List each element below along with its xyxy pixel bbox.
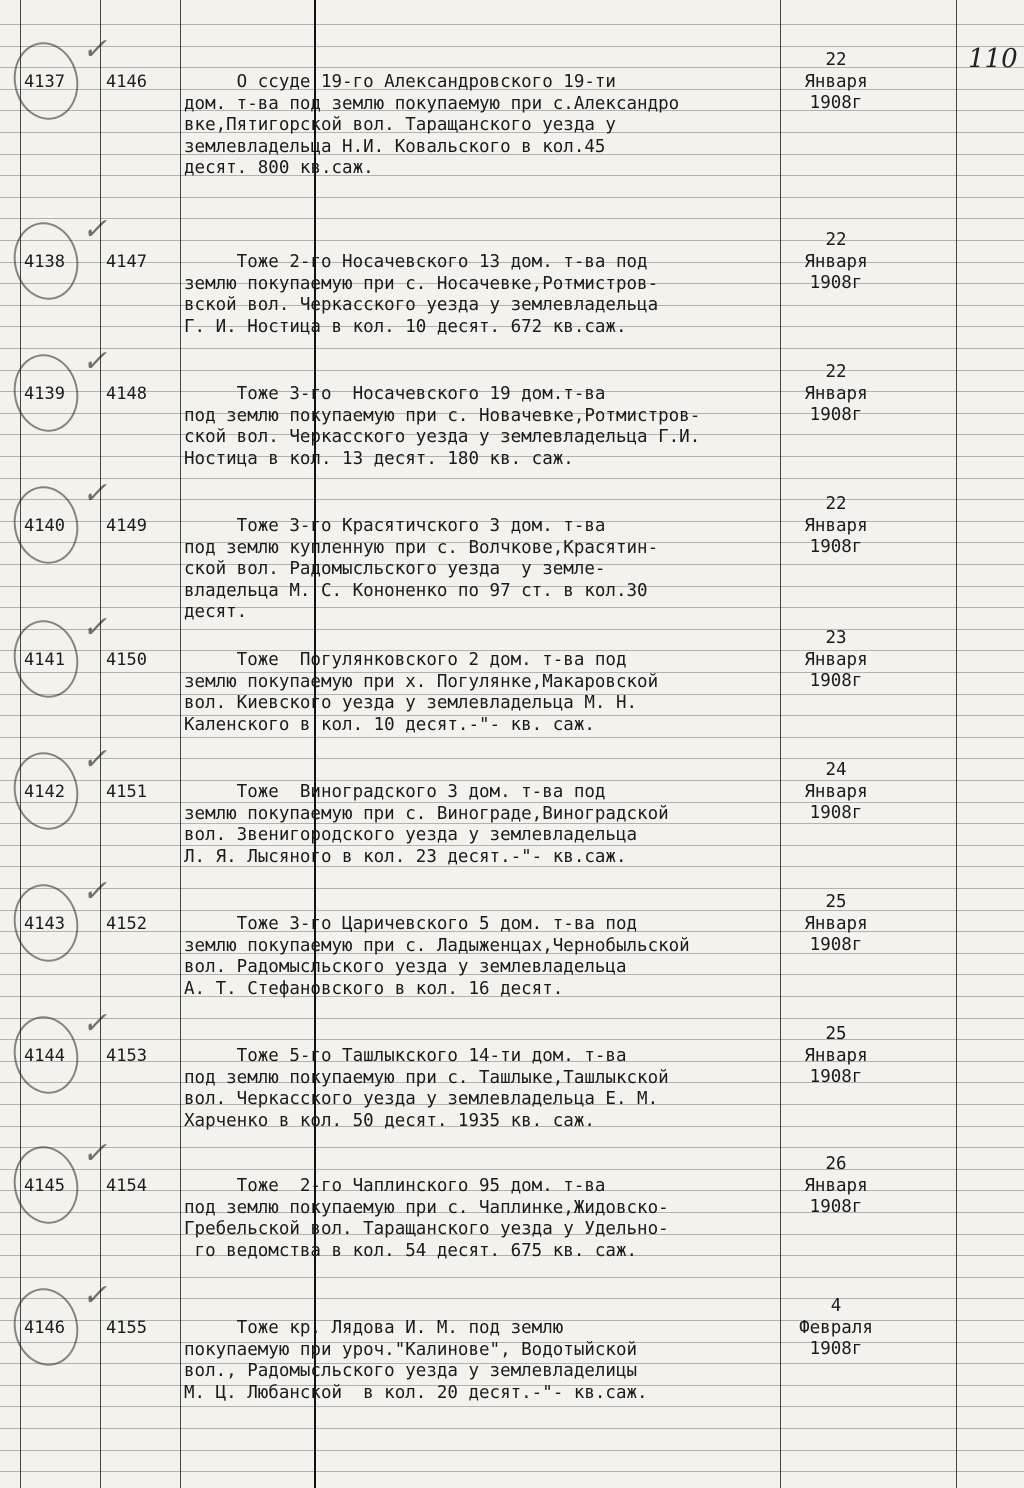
ruled-line [0, 46, 1024, 47]
entry-description [184, 252, 784, 338]
ruled-line [0, 1450, 1024, 1451]
description-line: землю покупаемую при с. Носачевке,Ротмистров- [184, 273, 659, 294]
ruled-line [0, 737, 1024, 738]
ruled-line [0, 888, 1024, 889]
entry-number: 4141 [24, 650, 65, 670]
description-line: под землю покупаемую при с. Ташлыке,Ташлыкской [184, 1067, 669, 1088]
column-line-3 [780, 0, 781, 1488]
description-line: Тоже кр. Лядова И. М. под землю [184, 1318, 564, 1338]
description-line: вол. Радомысльского уезда у землевладельца [184, 957, 627, 977]
description-line: вке,Пятигорской вол. Таращанского уезда у [184, 115, 616, 135]
handwritten-check-mark: ✓ [82, 874, 108, 909]
date-year: 1908г [809, 93, 863, 113]
ruled-line [0, 758, 1024, 759]
entry-description [184, 72, 784, 180]
description-line: вол. Звенигородского уезда у землевладельца [184, 825, 638, 845]
date-day: 22 [825, 362, 847, 382]
file-number: 4152 [106, 914, 147, 934]
description-line: Тоже 2-го Чаплинского 95 дом. т-ва [184, 1176, 606, 1196]
date-year: 1908г [809, 803, 863, 823]
entry-description [184, 384, 784, 470]
handwritten-check-mark: ✓ [82, 344, 108, 379]
entry-description [184, 782, 784, 868]
ruled-line [0, 1147, 1024, 1148]
date-year: 1908г [809, 405, 863, 425]
date-month: Января [804, 251, 868, 272]
date-month: Января [804, 913, 868, 934]
description-line: О ссуде 19-го Александровского 19-ти [184, 72, 616, 92]
ruled-line [0, 1428, 1024, 1429]
date-year: 1908г [809, 1197, 863, 1217]
description-line: Тоже Виноградского 3 дом. т-ва под [184, 782, 606, 802]
column-line-4 [956, 0, 957, 1488]
column-line-2 [180, 0, 181, 1488]
entry-number: 4144 [24, 1046, 65, 1066]
description-line: владельца М. С. Кононенко по 97 ст. в кол.30 [184, 580, 648, 601]
description-line: Л. Я. Лысяного в кол. 23 десят.-"- кв.саж. [184, 846, 627, 867]
entry-number: 4146 [24, 1318, 65, 1338]
file-number: 4149 [106, 516, 147, 536]
description-line: землю покупаемую при х. Погулянке,Макаровской [184, 671, 659, 692]
entry-date [788, 1024, 884, 1089]
date-year: 1908г [809, 537, 863, 557]
date-day: 23 [825, 628, 847, 648]
description-line: покупаемую при уроч."Калинове", Водотыйской [184, 1339, 638, 1360]
description-line: Ностица в кол. 13 десят. 180 кв. саж. [184, 448, 574, 469]
description-line: десят. 800 кв.саж. [184, 158, 374, 178]
description-line: го ведомства в кол. 54 десят. 675 кв. саж. [184, 1240, 638, 1261]
date-month: Января [804, 515, 868, 536]
file-number: 4154 [106, 1176, 147, 1196]
date-month: Февраля [799, 1317, 873, 1338]
date-day: 22 [825, 50, 847, 70]
file-number: 4146 [106, 72, 147, 92]
date-month: Января [804, 781, 868, 802]
date-year: 1908г [809, 1067, 863, 1087]
description-line: под землю купленную при с. Волчкове,Красятин- [184, 537, 659, 558]
ruled-line [0, 218, 1024, 219]
ruled-line [0, 478, 1024, 479]
description-line: Тоже 2-го Носачевского 13 дом. т-ва под [184, 252, 648, 272]
ruled-line [0, 24, 1024, 25]
description-line: Тоже Погулянковского 2 дом. т-ва под [184, 650, 627, 670]
description-line: ской вол. Радомысльского уезда у землe- [184, 559, 606, 579]
date-year: 1908г [809, 273, 863, 293]
description-line: М. Ц. Любанской в кол. 20 десят.-"- кв.саж. [184, 1382, 648, 1403]
description-line: Г. И. Ностица в кол. 10 десят. 672 кв.саж. [184, 316, 627, 337]
handwritten-check-mark: ✓ [82, 1278, 108, 1313]
entry-number: 4137 [24, 72, 65, 92]
description-line: Тоже 3-го Носачевского 19 дом.т-ва [184, 384, 606, 404]
ruled-line [0, 348, 1024, 349]
entry-description [184, 1046, 784, 1132]
date-day: 26 [825, 1154, 847, 1174]
entry-description [184, 516, 784, 624]
date-month: Января [804, 1045, 868, 1066]
date-day: 25 [825, 1024, 847, 1044]
handwritten-check-mark: ✓ [82, 610, 108, 645]
entry-date [788, 628, 884, 693]
description-line: А. Т. Стефановского в кол. 16 десят. [184, 978, 564, 999]
description-line: Харченко в кол. 50 десят. 1935 кв. саж. [184, 1110, 595, 1131]
entry-description [184, 1318, 784, 1404]
description-line: десят. [184, 602, 248, 622]
date-month: Января [804, 649, 868, 670]
date-month: Января [804, 383, 868, 404]
ruled-line [0, 1018, 1024, 1019]
description-line: ской вол. Черкасского уезда у землевладельца Г.И. [184, 427, 701, 447]
file-number: 4147 [106, 252, 147, 272]
date-month: Января [804, 71, 868, 92]
date-day: 22 [825, 494, 847, 514]
file-number: 4155 [106, 1318, 147, 1338]
date-day: 22 [825, 230, 847, 250]
description-line: землю покупаемую при с. Ладыженцах,Чернобыльской [184, 935, 690, 956]
description-line: землевладельца Н.И. Ковальского в кол.45 [184, 136, 606, 157]
date-month: Января [804, 1175, 868, 1196]
ruled-line [0, 197, 1024, 198]
handwritten-check-mark: ✓ [82, 1006, 108, 1041]
description-line: Тоже 3-го Красятичского 3 дом. т-ва [184, 516, 606, 536]
description-line: землю покупаемую при с. Винограде,Виноградской [184, 803, 669, 824]
ruled-line [0, 1406, 1024, 1407]
entry-date [788, 494, 884, 559]
description-line: Гребельской вол. Таращанского уезда у Удельно- [184, 1219, 669, 1239]
description-line: вол. Черкасского уезда у землевладельца Е. М. [184, 1089, 659, 1109]
file-number: 4151 [106, 782, 147, 802]
description-line: дом. т-ва под землю покупаемую при с.Александро [184, 93, 680, 114]
date-day: 4 [830, 1296, 842, 1316]
entry-number: 4143 [24, 914, 65, 934]
entry-date [788, 50, 884, 115]
handwritten-check-mark: ✓ [82, 742, 108, 777]
ruled-line [0, 1471, 1024, 1472]
file-number: 4153 [106, 1046, 147, 1066]
entry-date [788, 362, 884, 427]
entry-date [788, 892, 884, 957]
fold-line [314, 0, 316, 1488]
entry-description [184, 650, 784, 736]
entry-number: 4145 [24, 1176, 65, 1196]
date-year: 1908г [809, 671, 863, 691]
entry-number: 4140 [24, 516, 65, 536]
entry-number: 4142 [24, 782, 65, 802]
date-year: 1908г [809, 935, 863, 955]
description-line: вской вол. Черкасского уезда у землевладельца [184, 295, 659, 315]
date-day: 24 [825, 760, 847, 780]
description-line: Тоже 3-го Царичевского 5 дом. т-ва под [184, 914, 638, 934]
description-line: вол., Радомысльского уезда у землевладелицы [184, 1361, 638, 1381]
entry-date [788, 1296, 884, 1361]
entry-date [788, 230, 884, 295]
entry-number: 4138 [24, 252, 65, 272]
entry-date [788, 1154, 884, 1219]
description-line: под землю покупаемую при с. Чаплинке,Жидовско- [184, 1197, 669, 1218]
file-number: 4148 [106, 384, 147, 404]
page-number-note: 110 [968, 44, 1018, 74]
handwritten-check-mark: ✓ [82, 476, 108, 511]
file-number: 4150 [106, 650, 147, 670]
description-line: Каленского в кол. 10 десят.-"- кв. саж. [184, 714, 595, 735]
description-line: вол. Киевского уезда у землевладельца М. Н. [184, 693, 638, 713]
ruled-line [0, 1277, 1024, 1278]
handwritten-check-mark: ✓ [82, 212, 108, 247]
date-day: 25 [825, 892, 847, 912]
handwritten-check-mark: ✓ [82, 1136, 108, 1171]
entry-description [184, 1176, 784, 1262]
entry-description [184, 914, 784, 1000]
handwritten-check-mark: ✓ [82, 32, 108, 67]
date-year: 1908г [809, 1339, 863, 1359]
entry-number: 4139 [24, 384, 65, 404]
entry-date [788, 760, 884, 825]
description-line: под землю покупаемую при с. Новачевке,Ротмистров- [184, 405, 701, 426]
margin-line [20, 0, 21, 1488]
description-line: Тоже 5-го Ташлыкского 14-ти дом. т-ва [184, 1046, 627, 1066]
